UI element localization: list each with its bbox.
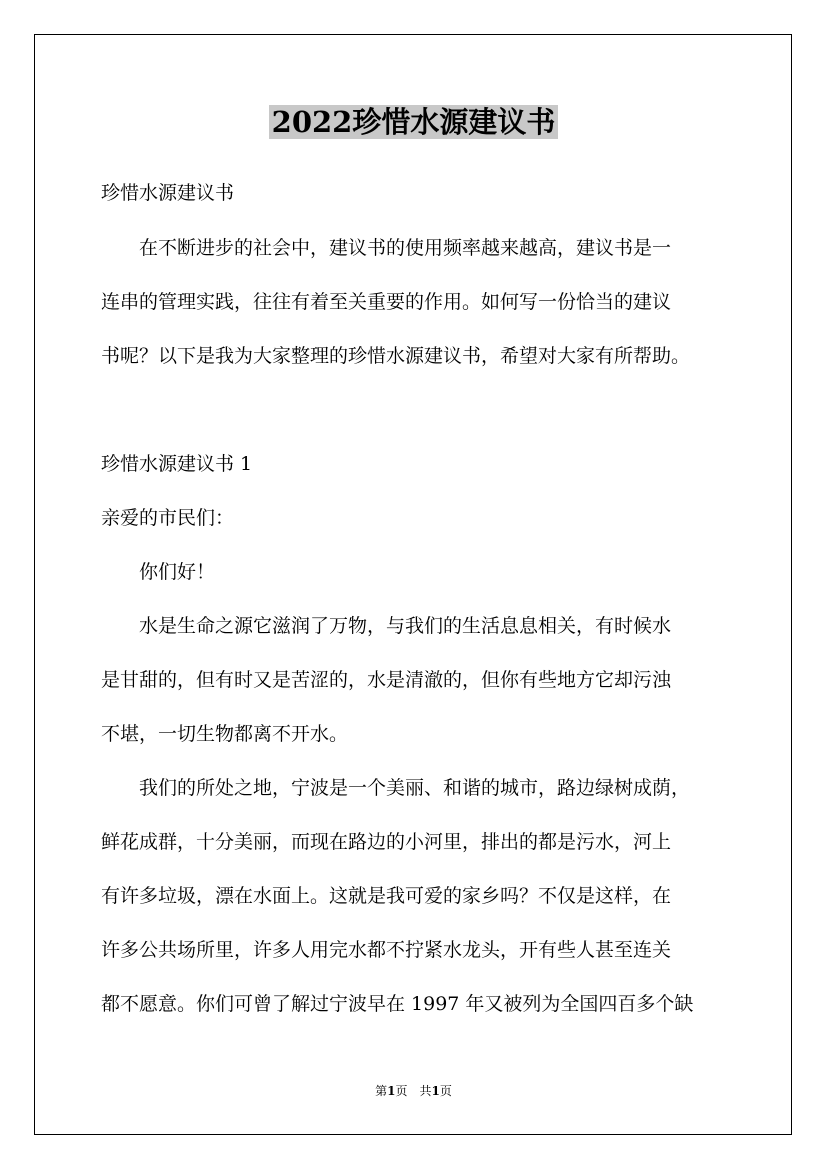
footer-mid: 页 共: [395, 1084, 432, 1098]
body-line: 有许多垃圾，漂在水面上。这就是我可爱的家乡吗？不仅是这样，在: [101, 885, 672, 907]
intro-line: 书呢？以下是我为大家整理的珍惜水源建议书，希望对大家有所帮助。: [101, 345, 691, 367]
body-line: 鲜花成群，十分美丽，而现在路边的小河里，排出的都是污水，河上: [101, 831, 672, 853]
body-line: 水是生命之源它滋润了万物，与我们的生活息息相关，有时候水: [101, 615, 672, 637]
body-line: 许多公共场所里，许多人用完水都不拧紧水龙头，开有些人甚至连关: [101, 939, 672, 961]
footer-prefix: 第: [375, 1084, 388, 1098]
document-heading: 珍惜水源建议书: [101, 182, 235, 204]
document-title: [0, 101, 827, 143]
body-line: 我们的所处之地，宁波是一个美丽、和谐的城市，路边绿树成荫，: [101, 777, 691, 799]
footer-page-number: 1: [387, 1084, 396, 1098]
page-footer: [0, 1082, 827, 1100]
document-title-text: 2022珍惜水源建议书: [269, 105, 559, 139]
intro-line: 连串的管理实践，往往有着至关重要的作用。如何写一份恰当的建议: [101, 291, 672, 313]
intro-line: 在不断进步的社会中，建议书的使用频率越来越高，建议书是一: [101, 237, 672, 259]
salutation: 亲爱的市民们：: [101, 507, 235, 529]
body-line: 是甘甜的，但有时又是苦涩的，水是清澈的，但你有些地方它却污浊: [101, 669, 672, 691]
greeting: 你们好！: [101, 561, 216, 583]
body-line: 不堪，一切生物都离不开水。: [101, 723, 349, 745]
footer-suffix: 页: [439, 1084, 452, 1098]
section-title: 珍惜水源建议书 1: [101, 453, 253, 475]
footer-page-total: 1: [431, 1084, 440, 1098]
body-line: 都不愿意。你们可曾了解过宁波早在 1997 年又被列为全国四百多个缺: [101, 993, 694, 1015]
